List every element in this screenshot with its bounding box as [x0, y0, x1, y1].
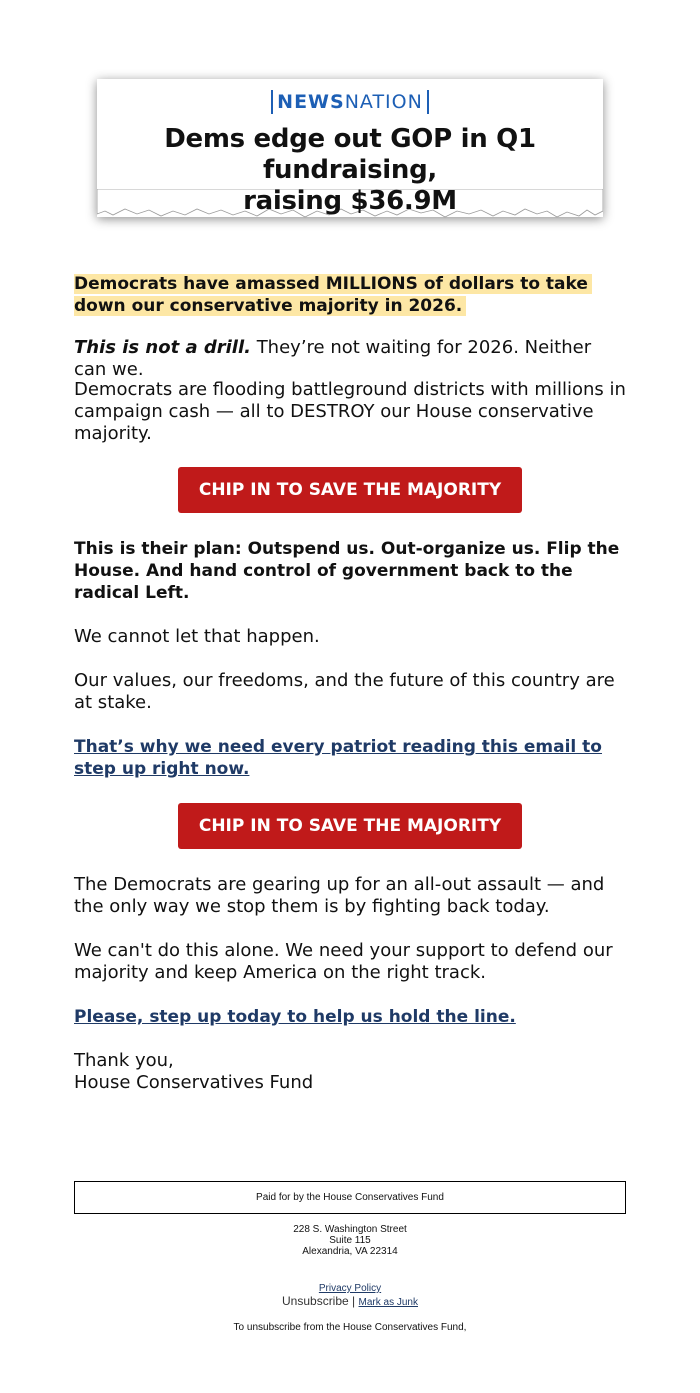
- hold-line-link[interactable]: Please, step up today to help us hold the line.: [74, 1007, 516, 1027]
- mailing-address: [0, 1224, 700, 1257]
- privacy-row: [0, 1283, 700, 1294]
- signoff: [74, 1050, 626, 1094]
- values-paragraph: Our values, our freedoms, and the future of this country are at stake.: [74, 670, 615, 713]
- logo-nation: NATION: [344, 91, 423, 113]
- footer-separator: |: [352, 1294, 356, 1308]
- drill-italic: This is not a drill.: [74, 337, 251, 358]
- hold-line-paragraph: [74, 1006, 626, 1028]
- news-clipping: [97, 79, 603, 217]
- thanks-line: Thank you,: [74, 1050, 174, 1071]
- logo-news: NEWS: [277, 91, 345, 113]
- unsubscribe-row: [0, 1294, 700, 1308]
- flooding-paragraph: Democrats are flooding battleground districts with millions in campaign cash — all to DESTROY our House conservative majority.: [74, 379, 626, 444]
- headline-line-1: Dems edge out GOP in Q1 fundraising,: [164, 124, 536, 185]
- paid-for-box: Paid for by the House Conservatives Fund: [74, 1181, 626, 1214]
- headline-line-2: raising $36.9M: [243, 186, 457, 216]
- newsnation-logo: [97, 90, 603, 114]
- drill-paragraph: [74, 337, 626, 381]
- chip-in-button-1[interactable]: CHIP IN TO SAVE THE MAJORITY: [178, 467, 522, 513]
- patriot-paragraph: [74, 736, 626, 780]
- address-suite: Suite 115: [329, 1235, 371, 1246]
- drill-rest: They’re not waiting for 2026. Neither can we.: [74, 337, 592, 380]
- mark-junk-link[interactable]: Mark as Junk: [358, 1297, 418, 1308]
- plan-paragraph: This is their plan: Outspend us. Out-organize us. Flip the House. And hand control of government back to the radical Left.: [74, 539, 620, 603]
- patriot-link[interactable]: That’s why we need every patriot reading this email to step up right now.: [74, 737, 602, 779]
- highlight-paragraph: Democrats have amassed MILLIONS of dollars to take down our conservative majority in 2026.: [74, 273, 632, 317]
- address-street: 228 S. Washington Street: [293, 1224, 407, 1235]
- alone-paragraph: We can't do this alone. We need your support to defend our majority and keep America on the right track.: [74, 940, 613, 983]
- privacy-policy-link[interactable]: Privacy Policy: [318, 1283, 382, 1294]
- gearing-paragraph: The Democrats are gearing up for an all-out assault — and the only way we stop them is by fighting back today.: [74, 874, 605, 917]
- chip-in-button-2[interactable]: CHIP IN TO SAVE THE MAJORITY: [178, 803, 522, 849]
- address-city: Alexandria, VA 22314: [302, 1246, 398, 1257]
- unsubscribe-note: To unsubscribe from the House Conservatives Fund,: [233, 1322, 467, 1333]
- signature-line: House Conservatives Fund: [74, 1072, 314, 1093]
- cannot-paragraph: We cannot let that happen.: [74, 626, 320, 647]
- unsubscribe-link[interactable]: Unsubscribe: [282, 1294, 349, 1308]
- clipping-headline: [97, 124, 603, 217]
